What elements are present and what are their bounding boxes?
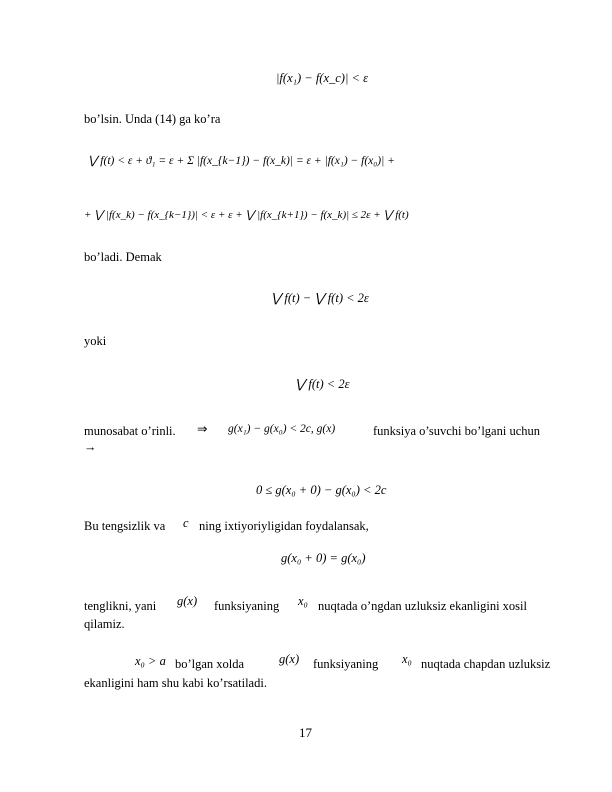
symbol-c: c: [183, 516, 189, 530]
page-number: 17: [299, 725, 312, 740]
para3-text-c: nuqtada chapdan uzluksiz: [421, 657, 551, 671]
para1-formula: g(x₁) − g(x₀) < 2c, g(x): [228, 423, 336, 435]
text-line-unda: bo’lsin. Unda (14) ga ko’ra: [84, 112, 221, 126]
line4-text-b: ning ixtiyoriyligidan foydalansak,: [199, 519, 369, 533]
para3-text-b: funksiyaning: [313, 657, 379, 671]
para3-condition: x₀ > a: [135, 654, 166, 668]
para1-text-b: funksiya o’suvchi bo’lgani uchun: [373, 424, 540, 438]
text-line-demak: bo’ladi. Demak: [84, 250, 162, 264]
para3-text-a: bo’lgan xolda: [175, 657, 245, 671]
para2-g: g(x): [177, 594, 198, 608]
para2-text-c: nuqtada o’ngdan uzluksiz ekanligini xosil: [318, 599, 527, 613]
para2-text-a: tenglikni, yani: [84, 599, 157, 613]
formula-long-1: ⋁ f(t) < ε + ϑ₁ = ε + Σ |f(x_{k−1}) − f(x_k)| = ε + |f(x₁) − f(x₀)| +: [88, 155, 395, 167]
text-line-yoki: yoki: [84, 334, 107, 348]
para3-end: ekanligini ham shu kabi ko’rsatiladi.: [84, 676, 267, 690]
para3-x0: x₀: [402, 652, 412, 666]
formula-demak: ⋁ f(t) − ⋁ f(t) < 2ε: [271, 291, 369, 305]
para2-x0: x₀: [298, 594, 308, 608]
right-arrow-symbol: →: [84, 440, 97, 454]
formula-top: |f(x₁) − f(x_c)| < ε: [276, 71, 369, 85]
formula-inequality: 0 ≤ g(x₀ + 0) − g(x₀) < 2c: [256, 483, 387, 497]
para1-text-a: munosabat o’rinli.: [84, 424, 176, 438]
para2-end: qilamiz.: [84, 617, 125, 631]
para3-g: g(x): [279, 652, 300, 666]
line4-text-a: Bu tengsizlik va: [84, 519, 166, 533]
formula-equality: g(x₀ + 0) = g(x₀): [281, 551, 366, 565]
formula-long-2: + ⋁ |f(x_k) − f(x_{k−1})| < ε + ε + ⋁ |f(x_{k+1}) − f(x_k)| ≤ 2ε + ⋁ f(t): [84, 209, 409, 221]
implies-symbol: ⇒: [197, 422, 208, 436]
para2-text-b: funksiyaning: [214, 599, 280, 613]
formula-yoki: ⋁ f(t) < 2ε: [295, 377, 350, 391]
